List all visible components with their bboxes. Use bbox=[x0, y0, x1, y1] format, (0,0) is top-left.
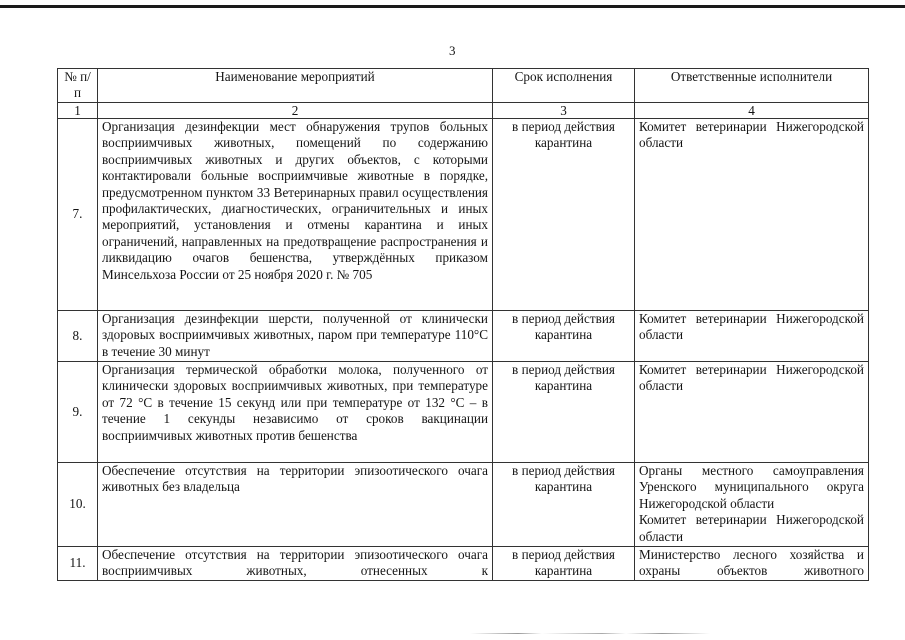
measure-name: Организация термической обработки молока, полученного от клинически здоровых восприимчивых животных, при температуре от 72 °С в течение 15 секунд или при температуре от 132 °С – в течение 1 секунды независимо от сроков вакцинации восприимчивых животных против бешенства bbox=[98, 362, 493, 463]
responsible bbox=[635, 311, 869, 362]
term: в период действия карантина bbox=[493, 362, 635, 463]
table-row bbox=[58, 119, 869, 311]
responsible-entity: Комитет ветеринарии Нижегородской области bbox=[639, 362, 864, 394]
measure-name: Организация дезинфекции мест обнаружения трупов больных восприимчивых животных, помещений по содержанию восприимчивых животных и других объектов, с которыми контактировали больные восприимчивые животные в порядке, предусмотренном пунктом 33 Ветеринарных правил осуществления профилактических, диагностических, ограничительных и иных мероприятий, установления и отмены карантина и иных ограничений, направленных на предотвращение распространения и ликвидацию очагов бешенства, утверждённых приказом Минсельхоза России от 25 ноября 2020 г. № 705 bbox=[98, 119, 493, 311]
responsible-entity: Комитет ветеринарии Нижегородской области bbox=[639, 119, 864, 151]
column-number: 3 bbox=[493, 103, 635, 119]
scan-artifact-line bbox=[470, 633, 710, 634]
column-number: 4 bbox=[635, 103, 869, 119]
responsible bbox=[635, 362, 869, 463]
responsible-entity: Комитет ветеринарии Нижегородской области bbox=[639, 311, 864, 343]
header-responsible: Ответственные исполнители bbox=[635, 69, 869, 103]
row-number: 10. bbox=[58, 463, 98, 547]
term: в период действия карантина bbox=[493, 119, 635, 311]
measure-name: Обеспечение отсутствия на территории эпизоотического очага восприимчивых животных, отнесенных к bbox=[98, 547, 493, 581]
term: в период действия карантина bbox=[493, 547, 635, 581]
row-number: 7. bbox=[58, 119, 98, 311]
responsible-entity: Министерство лесного хозяйства и охраны объектов животного bbox=[639, 547, 864, 579]
measure-name: Организация дезинфекции шерсти, полученной от клинически здоровых восприимчивых животных, паром при температуре 110°С в течение 30 минут bbox=[98, 311, 493, 362]
row-number: 11. bbox=[58, 547, 98, 581]
header-term: Срок исполнения bbox=[493, 69, 635, 103]
row-number: 9. bbox=[58, 362, 98, 463]
column-number: 1 bbox=[58, 103, 98, 119]
term: в период действия карантина bbox=[493, 311, 635, 362]
responsible-entity: Комитет ветеринарии Нижегородской области bbox=[639, 512, 864, 544]
page-number: 3 bbox=[449, 43, 456, 58]
top-border-rule bbox=[0, 5, 905, 8]
term: в период действия карантина bbox=[493, 463, 635, 547]
table-row bbox=[58, 547, 869, 581]
table-row bbox=[58, 463, 869, 547]
measure-name: Обеспечение отсутствия на территории эпизоотического очага животных без владельца bbox=[98, 463, 493, 547]
responsible bbox=[635, 463, 869, 547]
measures-table bbox=[57, 68, 869, 581]
header-no: № п/п bbox=[58, 69, 98, 103]
table-row bbox=[58, 311, 869, 362]
row-number: 8. bbox=[58, 311, 98, 362]
table-row bbox=[58, 362, 869, 463]
table-header-row bbox=[58, 69, 869, 103]
column-number-row bbox=[58, 103, 869, 119]
responsible bbox=[635, 119, 869, 311]
column-number: 2 bbox=[98, 103, 493, 119]
responsible-entity: Органы местного самоуправления Уренского муниципального округа Нижегородской области bbox=[639, 463, 864, 511]
responsible bbox=[635, 547, 869, 581]
header-name: Наименование мероприятий bbox=[98, 69, 493, 103]
